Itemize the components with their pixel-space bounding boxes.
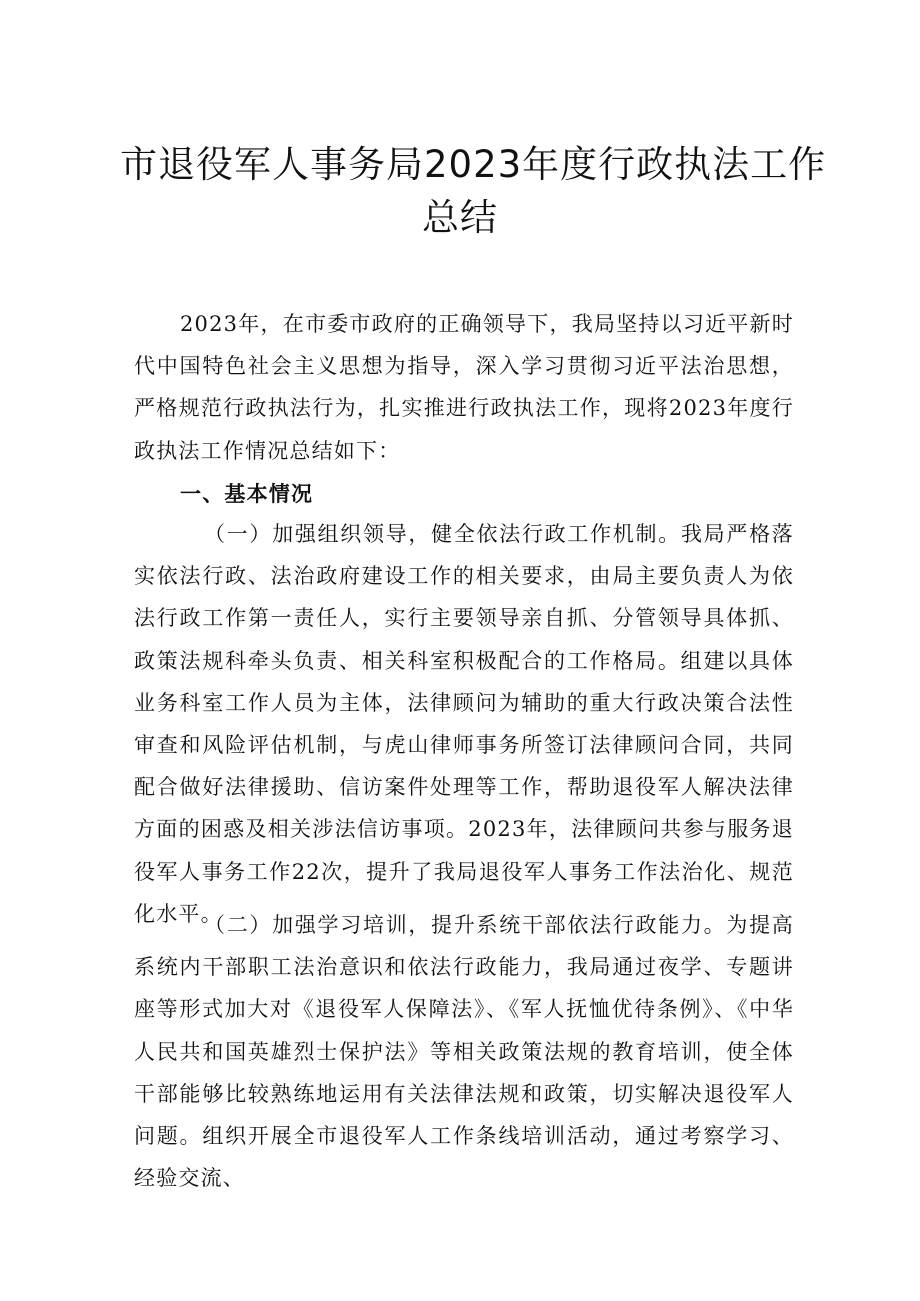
- body-paragraph-1: （一）加强组织领导，健全依法行政工作机制。我局严格落实依法行政、法治政府建设工作的相关要求，由局主要负责人为依法行政工作第一责任人，实行主要领导亲自抓、分管领导具体抓、政策法规科牵头负责、相关科室积极配合的工作格局。组建以具体业务科室工作人员为主体，法律顾问为辅助的重大行政决策合法性审查和风险评估机制，与虎山律师事务所签订法律顾问合同，共同配合做好法律援助、信访案件处理等工作，帮助退役军人解决法律方面的困惑及相关涉法信访事项。2023年，法律顾问共参与服务退役军人事务工作22次，提升了我局退役军人事务工作法治化、规范化水平。: [134, 522, 794, 926]
- section-heading: 一、基本情况: [180, 481, 314, 506]
- intro-paragraph: 2023年，在市委市政府的正确领导下，我局坚持以习近平新时代中国特色社会主义思想为指导，深入学习贯彻习近平法治思想，严格规范行政执法行为，扎实推进行政执法工作，现将2023年度行政执法工作情况总结如下：: [134, 312, 794, 463]
- document-title-line-2: 总结: [422, 196, 498, 239]
- body-paragraph-2: （二）加强学习培训，提升系统干部依法行政能力。为提高系统内干部职工法治意识和依法行政能力，我局通过夜学、专题讲座等形式加大对《退役军人保障法》、《军人抚恤优待条例》、《中华人民共和国英雄烈士保护法》等相关政策法规的教育培训，使全体干部能够比较熟练地运用有关法律法规和政策，切实解决退役军人问题。组织开展全市退役军人工作条线培训活动，通过考察学习、经验交流、: [134, 913, 794, 1191]
- document-title-line-1: 市退役军人事务局2023年度行政执法工作: [120, 143, 827, 186]
